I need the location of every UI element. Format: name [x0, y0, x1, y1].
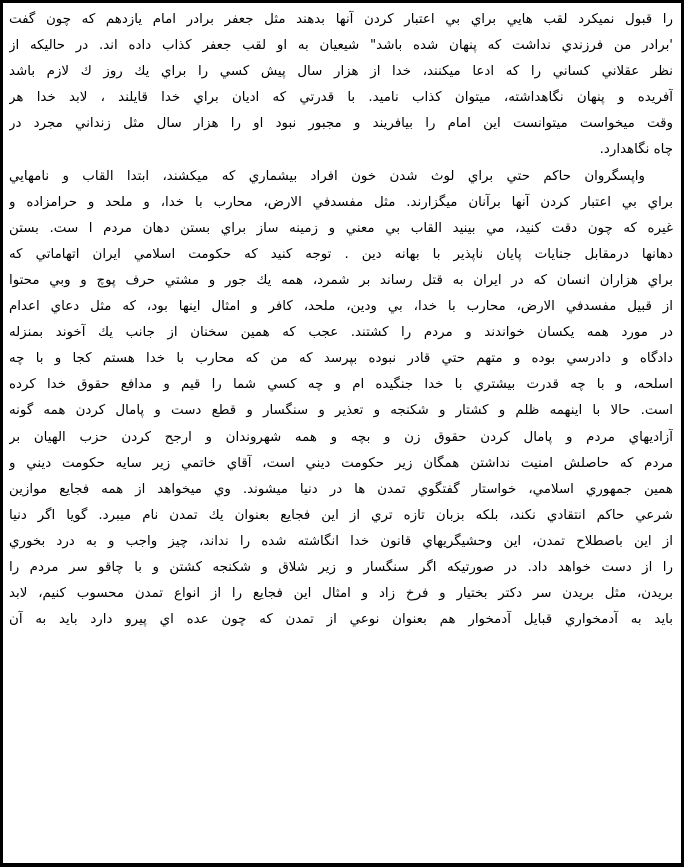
text-line: آزاديهاي مردم و پامال كردن حقوق زن و بچه و همه شهروندان و ارجح كردن حزب الهيان بر — [9, 429, 673, 445]
text-line: دهانها درمقابل جنايات پايان ناپذير با بهانه دين . توجه كنيد كه حكومت اسلامي ايران اتهاماتي كه — [9, 246, 673, 262]
text-line: از اين باصطلاح تمدن، اين وحشيگريهاي قانون خدا انگاشته شده را نداند، چيز واجب و به درد بخوري — [9, 533, 673, 549]
paragraph-1 — [9, 7, 673, 164]
text-line: آفريده و پنهان نگاهداشته، ميتوان كذاب ناميد. با قدرتي كه اديان براي خدا قايلند ، لابد خدا هر — [9, 90, 673, 106]
text-line: چاه نگاهدارد. — [599, 142, 673, 158]
text-line: بريدن، مثل بريدن سر دكتر بختيار و فرخ زاد و امثال اين فجايع را از انواع تمدن محسوب كنيم، لابد — [9, 586, 673, 602]
text-line: شرعي حاكم انتقادي نكند، بلكه بزبان تازه تري از اين فجايع بعنوان يك تمدن نام ميبرد. گويا اگر دنيا — [9, 507, 673, 523]
text-line: غيره كه چون دقت كنيد، مي بينيد القاب بي معني و زمينه ساز براي بستن دهان مردم ا ست. بستن — [9, 220, 673, 236]
text-line: براي بي اعتبار كردن آنها برآنان ميگزارند. مثل مفسدفي الارض، محارب با خدا، و ملحد و حرامزاده و — [9, 194, 673, 210]
text-line: براي هزاران انسان كه در ايران به قتل رساند بر شمرد، همه يك جور و مشتي حرف پوچ و وبي محتوا — [9, 272, 673, 288]
text-line: در مورد همه يكسان خواندند و مردم را كشتند. عجب كه همين سخنان از جانب يك آخوند بمنزله — [9, 325, 673, 341]
text-line: 'برادر من فرزندي نداشت كه پنهان شده باشد" شيعيان به او لقب جعفر كذاب داده اند. در حاليكه از — [9, 38, 673, 54]
paragraph-2 — [9, 164, 673, 634]
text-line: از قبيل مفسدفي الارض، محارب با خدا، بي ودين، ملحد، كافر و امثال اينها بود، كه مثل دعاي اعدام — [9, 299, 673, 315]
text-line: است. حالا با اينهمه ظلم و كشتار و شكنجه و تعذير و سنگسار و قطع دست و پامال كردن همه گونه — [9, 403, 673, 419]
text-line: بايد به آدمخواري قبايل آدمخوار هم بعنوان نوعي از تمدن كه چون عده اي پيرو دارد بايد به آن — [9, 612, 673, 628]
text-line: نظر عقلاني كساني را كه ادعا ميكنند، خدا از هزار سال پيش كسي را براي يك روز ك لازم باشد — [9, 64, 673, 80]
text-line: واپسگروان حاكم حتي براي لوث شدن خون افراد بيشماري كه ميكشند، ابتدا القاب و نامهايي — [9, 168, 645, 184]
text-line: را از دست خواهد داد. در صورتيكه اگر سنگسار و زير شلاق و شكنجه كشتن و با چاقو سر مردم را — [9, 559, 673, 575]
text-line: همين جمهوري اسلامي، خواستار گفتگوي تمدن ها در دنيا ميشوند. وي ميخواهد از همه فجايع موازين — [9, 481, 673, 497]
text-line: وقت ميخواست ميتوانست اين امام را بيافريند و مجبور نبود او را هزار سال مثل زنداني مجرد در — [9, 116, 673, 132]
text-line: دادگاه و دادرسي بوده و متهم حتي قادر نبوده بپرسد كه من كه محارب با خدا هستم كجا و با چه — [9, 351, 673, 367]
text-line: را قبول نميكرد لقب هايي براي بي اعتبار كردن آنها بدهند مثل جعفر برادر امام يازدهم كه چون گفت — [9, 12, 673, 27]
text-line: مردم كه حاصلش امنيت نداشتن همگان زير حكومت ديني است، آقاي خاتمي زير سايه حكومت ديني و — [9, 455, 673, 471]
text-line: اسلحه، و با چه قدرت بيشتري با خدا جنگيده ام و چه كسي شما را قيم و مدافع حقوق خدا كرده — [9, 377, 673, 393]
document-body — [9, 7, 673, 633]
